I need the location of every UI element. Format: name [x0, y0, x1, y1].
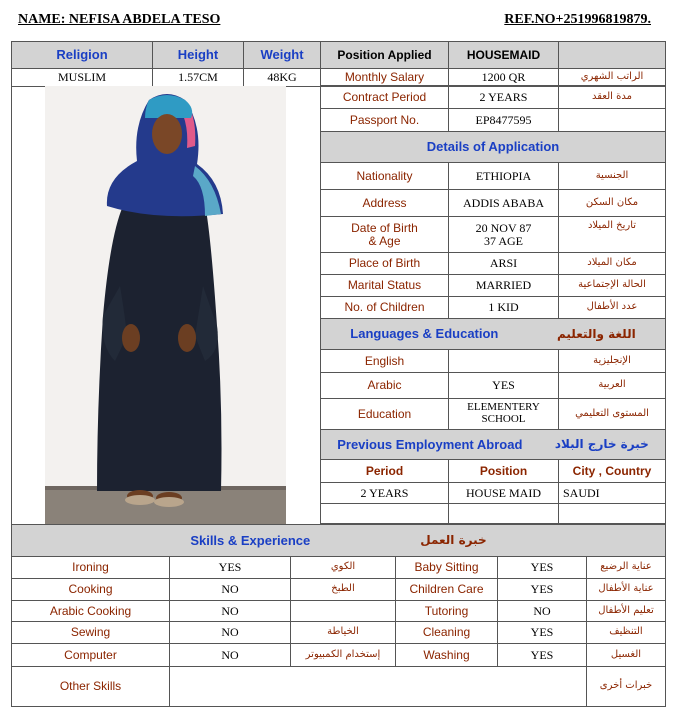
skill-tutoring-arabic: تعليم الأطفال	[587, 601, 666, 622]
skill-ironing-value: YES	[170, 557, 291, 579]
contract-period-value: 2 YEARS	[449, 86, 559, 109]
skill-ironing-arabic: الكوي	[291, 557, 396, 579]
skill-tutoring-label: Tutoring	[396, 601, 498, 622]
education-value: ELEMENTERY SCHOOL	[449, 399, 559, 430]
skill-cooking-arabic: الطبخ	[291, 579, 396, 601]
employment-title: Previous Employment Abroad	[337, 436, 523, 452]
address-arabic: مكان السكن	[559, 190, 666, 217]
skill-washing-value: YES	[498, 644, 587, 667]
arabic-arabic: العربية	[559, 373, 666, 399]
arabic-value: YES	[449, 373, 559, 399]
dob-value: 20 NOV 87 37 AGE	[449, 217, 559, 253]
weight-header: Weight	[244, 42, 321, 69]
english-value	[449, 350, 559, 373]
skills-title-arabic: خبرة العمل	[420, 533, 487, 548]
skill-childcare-label: Children Care	[396, 579, 498, 601]
skill-cleaning-value: YES	[498, 622, 587, 644]
employment-title-arabic: خبرة خارج البلاد	[554, 437, 649, 452]
dob-label: Date of Birth & Age	[321, 217, 449, 253]
english-label: English	[321, 350, 449, 373]
candidate-name: NAME: NEFISA ABDELA TESO	[18, 12, 221, 27]
details-title: Details of Application	[321, 132, 666, 163]
top-table	[11, 41, 666, 87]
other-skills-label: Other Skills	[12, 667, 170, 707]
reference-number: REF.NO+251996819879.	[504, 12, 651, 27]
passport-label: Passport No.	[321, 109, 449, 132]
height-value: 1.57CM	[153, 69, 244, 87]
skill-washing-label: Washing	[396, 644, 498, 667]
religion-value: MUSLIM	[12, 69, 153, 87]
skill-arabic-cooking-value: NO	[170, 601, 291, 622]
height-header: Height	[153, 42, 244, 69]
candidate-photo	[45, 86, 286, 524]
skill-computer-arabic: إستخدام الكمبيوتر	[291, 644, 396, 667]
salary-value: 1200 QR	[449, 69, 559, 87]
position-applied-label: Position Applied	[321, 42, 449, 69]
skill-babysitting-label: Baby Sitting	[396, 557, 498, 579]
skill-tutoring-value: NO	[498, 601, 587, 622]
contract-period-arabic: مدة العقد	[559, 86, 666, 109]
religion-header: Religion	[12, 42, 153, 69]
nationality-label: Nationality	[321, 163, 449, 190]
skill-childcare-arabic: عناية الأطفال	[587, 579, 666, 601]
marital-arabic: الحالة الإجتماعية	[559, 275, 666, 297]
birthplace-value: ARSI	[449, 253, 559, 275]
skills-title: Skills & Experience	[190, 532, 311, 548]
skill-sewing-label: Sewing	[12, 622, 170, 644]
passport-arabic	[559, 109, 666, 132]
birthplace-arabic: مكان الميلاد	[559, 253, 666, 275]
salary-label: Monthly Salary	[321, 69, 449, 87]
skill-sewing-arabic: الخياطة	[291, 622, 396, 644]
position-applied-value: HOUSEMAID	[449, 42, 559, 69]
languages-title: Languages & Education	[350, 326, 499, 342]
skill-sewing-value: NO	[170, 622, 291, 644]
position-header: Position	[449, 460, 559, 483]
marital-value: MARRIED	[449, 275, 559, 297]
skill-cleaning-label: Cleaning	[396, 622, 498, 644]
address-value: ADDIS ABABA	[449, 190, 559, 217]
skill-computer-label: Computer	[12, 644, 170, 667]
skill-washing-arabic: الغسيل	[587, 644, 666, 667]
country-header: City , Country	[559, 460, 666, 483]
skills-table	[11, 524, 666, 707]
period-header: Period	[321, 460, 449, 483]
skill-cooking-value: NO	[170, 579, 291, 601]
birthplace-label: Place of Birth	[321, 253, 449, 275]
salary-arabic: الراتب الشهري	[559, 69, 666, 87]
skill-babysitting-arabic: عناية الرضيع	[587, 557, 666, 579]
employment-country: SAUDI	[559, 483, 666, 504]
education-label: Education	[321, 399, 449, 430]
other-skills-arabic: خبرات أخرى	[587, 667, 666, 707]
dob-arabic: تاريخ الميلاد	[559, 217, 666, 253]
employment-period: 2 YEARS	[321, 483, 449, 504]
employment-position: HOUSE MAID	[449, 483, 559, 504]
marital-label: Marital Status	[321, 275, 449, 297]
passport-value: EP8477595	[449, 109, 559, 132]
skill-babysitting-value: YES	[498, 557, 587, 579]
weight-value: 48KG	[244, 69, 321, 87]
english-arabic: الإنجليزية	[559, 350, 666, 373]
children-arabic: عدد الأطفال	[559, 297, 666, 319]
contract-period-label: Contract Period	[321, 86, 449, 109]
nationality-arabic: الجنسية	[559, 163, 666, 190]
languages-title-arabic: اللغة والتعليم	[556, 326, 636, 341]
skill-computer-value: NO	[170, 644, 291, 667]
skill-cleaning-arabic: التنظيف	[587, 622, 666, 644]
skill-cooking-label: Cooking	[12, 579, 170, 601]
address-label: Address	[321, 190, 449, 217]
children-label: No. of Children	[321, 297, 449, 319]
children-value: 1 KID	[449, 297, 559, 319]
education-arabic: المستوى التعليمي	[559, 399, 666, 430]
skill-arabic-cooking-arabic	[291, 601, 396, 622]
arabic-label: Arabic	[321, 373, 449, 399]
details-table	[320, 85, 666, 524]
skill-ironing-label: Ironing	[12, 557, 170, 579]
nationality-value: ETHIOPIA	[449, 163, 559, 190]
skill-childcare-value: YES	[498, 579, 587, 601]
skill-arabic-cooking-label: Arabic Cooking	[12, 601, 170, 622]
